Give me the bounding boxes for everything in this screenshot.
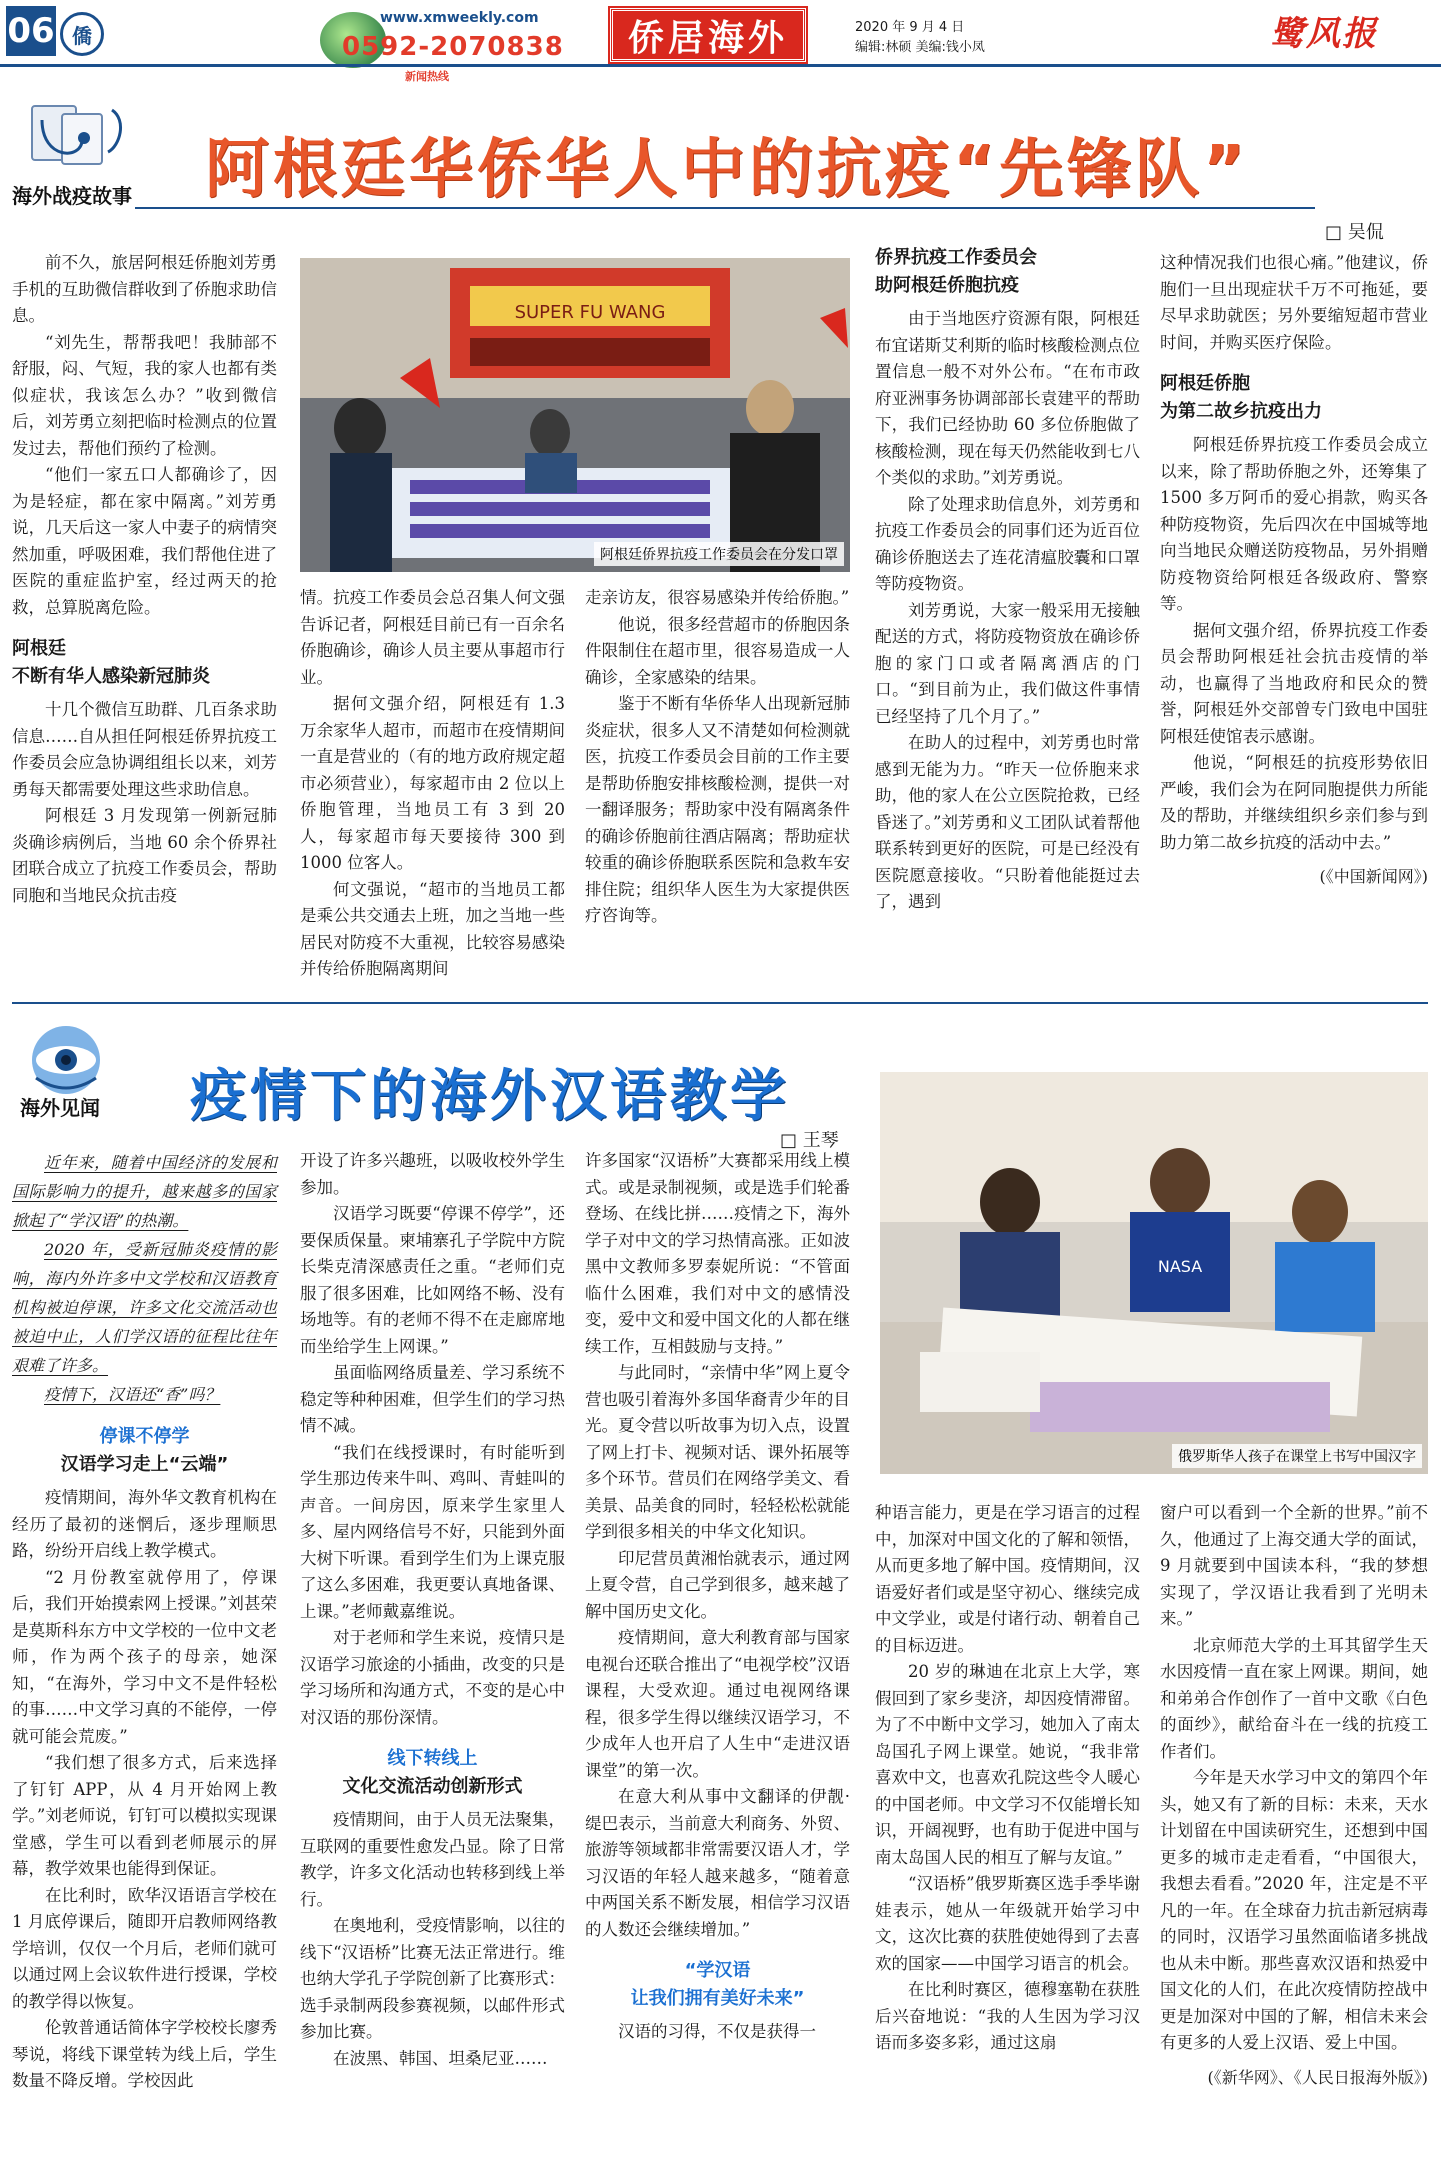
paragraph: 十几个微信互助群、几百条求助信息……自从担任阿根廷侨界抗疫工作委员会应急协调组组长以来，刘芳勇每天都需要处理这些求助信息。 xyxy=(12,700,277,799)
paragraph: 今年是天水学习中文的第四个年头，她又有了新的目标：未来，天水计划留在中国读研究生，还想到中国更多的城市走走看看，“中国很大，我想去看看。”2020 年，注定是不平凡的一年。在全球奋力抗击新冠病毒的同时，汉语学习虽然面临诸多挑战也从未中断。那些喜欢汉语和热爱中国文化的人们，在此次疫情防控战中更是加深对中国的了解，相信未来会有更多的人爱上汉语、爱上中国。 xyxy=(1160,1768,1428,2052)
paragraph: 何文强说，“超市的当地员工都是乘公共交通去上班，加之当地一些居民对防疫不大重视，比较容易感染并传给侨胞隔离期间 xyxy=(300,879,565,978)
paragraph: 窗户可以看到一个全新的世界。”前不久，他通过了上海交通大学的面试，9 月就要到中国读本科，“我的梦想实现了，学汉语让我看到了光明未来。” xyxy=(1160,1503,1428,1628)
paragraph: 除了处理求助信息外，刘芳勇和抗疫工作委员会的同事们还为近百位确诊侨胞送去了连花清瘟胶囊和口罩等防疫物资。 xyxy=(875,494,1140,593)
globe-eye-icon xyxy=(20,1020,112,1100)
subhead: 停课不停学 xyxy=(99,1426,190,1447)
paragraph: “2 月份教室就停用了，停课后，我们开始摸索网上授课。”刘甚荣是莫斯科东方中文学校的一位中文老师，作为两个孩子的母亲，她深知，“在海外，学习中文不是件轻松的事……中文学习真的不能停，一停就可能会荒废。” xyxy=(12,1567,277,1746)
qiao-seal-icon: 僑 xyxy=(60,12,104,56)
article2-column-5 xyxy=(1160,1500,1428,2088)
shop-sign: SUPER FU WANG xyxy=(514,302,666,323)
article2-column-3 xyxy=(585,1148,850,2046)
headline: 阿根廷华侨华人中的抗疫“先锋队” xyxy=(205,133,1250,207)
subhead: 侨界抗疫工作委员会 助阿根廷侨胞抗疫 xyxy=(875,247,1037,296)
paragraph: 开设了许多兴趣班，以吸收校外学生参加。 xyxy=(300,1151,565,1197)
paragraph: 情。抗疫工作委员会总召集人何文强告诉记者，阿根廷目前已有一百余名侨胞确诊，确诊人员主要从事超市行业。 xyxy=(300,588,565,687)
article1-column-1 xyxy=(12,250,277,909)
section-banner: 侨居海外 xyxy=(610,8,806,62)
photo-caption: 阿根廷侨界抗疫工作委员会在分发口罩 xyxy=(594,542,844,566)
photo-caption: 俄罗斯华人孩子在课堂上书写中国汉字 xyxy=(1172,1444,1422,1468)
paragraph: 印尼营员黄湘怡就表示，通过网上夏令营，自己学到很多，越来越了解中国历史文化。 xyxy=(585,1548,850,1621)
paragraph: “汉语桥”俄罗斯赛区选手季毕谢娃表示，她从一年级就开始学习中文，这次比赛的获胜使她得到了去喜欢的国家——中国学习语言的机会。 xyxy=(875,1874,1140,1973)
hotline-block xyxy=(320,6,575,86)
lead-paragraph: 疫情下，汉语还“香”吗？ xyxy=(44,1385,221,1404)
subhead: 阿根廷侨胞 为第二故乡抗疫出力 xyxy=(1160,373,1322,422)
hotline-caption: 新闻热线 xyxy=(405,70,449,83)
lead-paragraph: 2020 年，受新冠肺炎疫情的影响，海内外许多中文学校和汉语教育机构被迫停课，许多文化交流活动也被迫中止，人们学汉语的征程比往年艰难了许多。 xyxy=(12,1240,277,1375)
article1-column-2 xyxy=(300,585,565,983)
paragraph: 据何文强介绍，阿根廷有 1.3 万余家华人超市，而超市在疫情期间一直是营业的（有的地方政府规定超市必须营业），每家超市由 2 位以上侨胞管理，当地员工有 3 到 20 人，每家超市每天要接待 300 到 1000 位客人。 xyxy=(300,694,565,872)
source-credit: (《新华网》、《人民日报海外版》) xyxy=(1207,2067,1428,2087)
hotline-number: 0592-2070838 xyxy=(342,32,564,62)
paragraph: 疫情期间，由于人员无法聚集，互联网的重要性愈发凸显。除了日常教学，许多文化活动也转移到线上举行。 xyxy=(300,1810,565,1909)
paragraph: 在助人的过程中，刘芳勇也时常感到无能为力。“昨天一位侨胞来求助，他的家人在公立医院抢救，已经昏迷了。”刘芳勇和义工团队试着帮他联系转到更好的医院，可是已经没有医院愿意接收。“只盼着他能挺过去了，遇到 xyxy=(875,733,1140,911)
lead-paragraphs xyxy=(12,1148,277,1409)
paragraph: 刘芳勇说，大家一般采用无接触配送的方式，将防疫物资放在确诊侨胞的家门口或者隔离酒店的门口。“到目前为止，我们做这件事情已经坚持了几个月了。” xyxy=(875,600,1140,726)
paragraph: 在比利时，欧华汉语语言学校在 1 月底停课后，随即开启教师网络教学培训，仅仅一个月后，老师们就可以通过网上会议软件进行授课，学校的教学得以恢复。 xyxy=(12,1885,277,2011)
source-credit: (《中国新闻网》) xyxy=(1319,867,1428,886)
byline: □ 王琴 xyxy=(780,1126,839,1152)
news-photo xyxy=(880,1072,1428,1474)
paragraph: 鉴于不断有华侨华人出现新冠肺炎症状，很多人又不清楚如何检测就医，抗疫工作委员会目前的工作主要是帮助侨胞安排核酸检测，提供一对一翻译服务；帮助家中没有隔离条件的确诊侨胞前往酒店隔离；帮助症状较重的确诊侨胞联系医院和急救车安排住院；组织华人医生为大家提供医疗咨询等。 xyxy=(585,694,850,925)
subhead: 汉语学习走上“云端” xyxy=(60,1454,229,1475)
paragraph: “刘先生，帮帮我吧！我肺部不舒服，闷、气短，我的家人也都有类似症状，我该怎么办？”收到微信后，刘芳勇立刻把临时检测点的位置发过去，帮他们预约了检测。 xyxy=(12,332,277,458)
issue-date: 2020 年 9 月 4 日 xyxy=(855,20,965,35)
section-rule xyxy=(12,1002,1428,1004)
svg-text:NASA: NASA xyxy=(1157,1257,1203,1276)
paragraph: 虽面临网络质量差、学习系统不稳定等种种困难，但学生们的学习热情不减。 xyxy=(300,1363,565,1435)
paragraph: 与此同时，“亲情中华”网上夏令营也吸引着海外多国华裔青少年的目光。夏令营以听故事为切入点，设置了网上打卡、视频对话、课外拓展等多个环节。营员们在网络学美文、看美景、品美食的同时，轻轻松松就能学到很多相关的中华文化知识。 xyxy=(585,1363,850,1541)
subhead: 文化交流活动创新形式 xyxy=(342,1776,523,1797)
stethoscope-icon xyxy=(12,100,132,180)
paragraph: 汉语的习得，不仅是获得一 xyxy=(618,2022,816,2041)
article2-column-1 xyxy=(12,1148,277,2095)
section-rule xyxy=(135,207,1315,209)
page-number: 06 xyxy=(6,6,56,56)
news-photo xyxy=(300,258,850,572)
paragraph: 阿根廷 3 月发现第一例新冠肺炎确诊病例后，当地 60 余个侨界社团联合成立了抗疫工作委员会，帮助同胞和当地民众抗击疫 xyxy=(12,806,277,905)
paragraph: 种语言能力，更是在学习语言的过程中，加深对中国文化的了解和领悟，从而更多地了解中国。疫情期间，汉语爱好者们或是坚守初心、继续完成中文学业，或是付诸行动、朝着自己的目标迈进。 xyxy=(875,1503,1140,1655)
paragraph: 他说，很多经营超市的侨胞因条件限制住在超市里，很容易造成一人确诊，全家感染的结果。 xyxy=(585,614,850,687)
paragraph: “我们在线授课时，有时能听到学生那边传来牛叫、鸡叫、青蛙叫的声音。一间房因，原来学生家里人多、屋内网络信号不好，只能到外面大树下听课。看到学生们为上课克服了这么多困难，我更要认真地备课、上课。”老师戴嘉维说。 xyxy=(300,1442,565,1621)
article1-column-4 xyxy=(875,244,1140,916)
paragraph: 在比利时赛区，德穆塞勒在获胜后兴奋地说：“我的人生因为学习汉语而多姿多彩，通过这扇 xyxy=(875,1980,1140,2052)
paragraph: 许多国家“汉语桥”大赛都采用线上模式。或是录制视频，或是选手们轮番登场、在线比拼……疫情之下，海外学子对中文的学习热情高涨。正如波黑中文教师多罗泰妮所说：“不管面临什么困难，我们对中文的感情没变，爱中文和爱中国文化的人都在继续工作，互相鼓励与支持。” xyxy=(585,1151,850,1356)
paragraph: 这种情况我们也很心痛。”他建议，侨胞们一旦出现症状千万不可拖延，要尽早求助就医；另外要缩短超市营业时间，并购买医疗保险。 xyxy=(1160,253,1428,352)
paragraph: 汉语学习既要“停课不停学”，还要保质保量。柬埔寨孔子学院中方院长柴克清深感责任之重。“老师们克服了很多困难，比如网络不畅、没有场地等。有的老师不得不在走廊席地而坐给学生上网课。” xyxy=(300,1204,565,1356)
section-kicker: 海外战疫故事 xyxy=(12,184,132,208)
website-url[interactable]: www.xmweekly.com xyxy=(380,10,539,26)
paragraph: “我们想了很多方式，后来选择了钉钉 APP，从 4 月开始网上教学。”刘老师说，钉钉可以模拟实现课堂感，学生可以看到老师展示的屏幕，教学效果也能得到保证。 xyxy=(12,1753,277,1878)
paragraph: 疫情期间，意大利教育部与国家电视台还联合推出了“电视学校”汉语课程，大受欢迎。通过电视网络课程，很多学生得以继续汉语学习，不少成年人也开启了人生中“走进汉语课堂”的第一次。 xyxy=(585,1628,850,1780)
paper-logo: 鹭风报 xyxy=(1270,14,1378,54)
paragraph: 北京师范大学的土耳其留学生天水因疫情一直在家上网课。期间，她和弟弟合作创作了一首中文歌《白色的面纱》，献给奋斗在一线的抗疫工作者们。 xyxy=(1160,1635,1428,1761)
subhead: 阿根廷 不断有华人感染新冠肺炎 xyxy=(12,638,210,687)
paragraph: “他们一家五口人都确诊了，因为是轻症，都在家中隔离。”刘芳勇说，几天后这一家人中妻子的病情突然加重，呼吸困难，我们帮他住进了医院的重症监护室，经过两天的抢救，总算脱离危险。 xyxy=(12,465,277,617)
article1-column-3 xyxy=(585,585,850,930)
headline: 疫情下的海外汉语教学 xyxy=(190,1064,790,1129)
lead-paragraph: 近年来，随着中国经济的发展和国际影响力的提升，越来越多的国家掀起了“学汉语”的热潮。 xyxy=(12,1153,277,1230)
subhead: 线下转线上 xyxy=(387,1748,478,1769)
subhead: “学汉语 xyxy=(684,1960,751,1981)
mask-distribution-photo xyxy=(300,258,850,572)
masthead-rule xyxy=(0,64,1441,67)
paragraph: 对于老师和学生来说，疫情只是汉语学习旅途的小插曲，改变的只是学习场所和沟通方式，不变的是心中对汉语的那份深情。 xyxy=(300,1628,565,1727)
paragraph: 走亲访友，很容易感染并传给侨胞。” xyxy=(585,588,850,607)
paragraph: 由于当地医疗资源有限，阿根廷布宜诺斯艾利斯的临时核酸检测点位置信息一般不对外公布。“在布市政府亚洲事务协调部部长袁建平的帮助下，我们已经协助 60 多位侨胞做了核酸检测，现在每天仍然能收到七八个类似的求助。”刘芳勇说。 xyxy=(875,309,1140,487)
paragraph: 据何文强介绍，侨界抗疫工作委员会帮助阿根廷社会抗击疫情的举动，也赢得了当地政府和民众的赞誉，阿根廷外交部曾专门致电中国驻阿根廷使馆表示感谢。 xyxy=(1160,620,1428,746)
paragraph: 伦敦普通话简体字学校校长廖秀琴说，将线下课堂转为线上后，学生数量不降反增。学校因此 xyxy=(12,2018,277,2090)
article2-column-2 xyxy=(300,1148,565,2072)
byline: □ 吴侃 xyxy=(1325,218,1384,244)
paragraph: 在奥地利，受疫情影响，以往的线下“汉语桥”比赛无法正常进行。维也纳大学孔子学院创新了比赛形式：选手录制两段参赛视频，以邮件形式参加比赛。 xyxy=(300,1916,565,2041)
article1-column-5 xyxy=(1160,250,1428,887)
paragraph: 前不久，旅居阿根廷侨胞刘芳勇手机的互助微信群收到了侨胞求助信息。 xyxy=(12,253,277,325)
section-kicker: 海外见闻 xyxy=(20,1096,100,1120)
paragraph: 在意大利从事中文翻译的伊靓·缇巴表示，当前意大利商务、外贸、旅游等领域都非常需要汉语人才，学习汉语的年轻人越来越多，“随着意中两国关系不断发展，相信学习汉语的人数还会继续增加。” xyxy=(585,1787,850,1939)
editors-credit: 编辑:林硕 美编:钱小凤 xyxy=(855,40,985,55)
subhead: 让我们拥有美好未来” xyxy=(630,1988,805,2009)
paragraph: 20 岁的琳迪在北京上大学，寒假回到了家乡斐济，却因疫情滞留。为了不中断中文学习，她加入了南太岛国孔子网上课堂。她说，“我非常喜欢中文，也喜欢孔院这些令人暖心的中国老师。中文学习不仅能增长知识，开阔视野，也有助于促进中国与南太岛国人民的相互了解与友谊。” xyxy=(875,1662,1140,1867)
calligraphy-class-photo xyxy=(880,1072,1428,1474)
paragraph: 他说，“阿根廷的抗疫形势依旧严峻，我们会为在阿同胞提供力所能及的帮助，并继续组织乡亲们参与到助力第二故乡抗疫的活动中去。” xyxy=(1160,753,1428,852)
paragraph: 在波黑、韩国、坦桑尼亚…… xyxy=(333,2048,548,2068)
article2-column-4 xyxy=(875,1500,1140,2057)
paragraph: 疫情期间，海外华文教育机构在经历了最初的迷惘后，逐步理顺思路，纷纷开启线上教学模式。 xyxy=(12,1488,277,1560)
paragraph: 阿根廷侨界抗疫工作委员会成立以来，除了帮助侨胞之外，还筹集了 1500 多万阿币的爱心捐款，购买各种防疫物资，先后四次在中国城等地向当地民众赠送防疫物品，另外捐赠防疫物资给阿根廷各级政府、警察等。 xyxy=(1160,435,1428,613)
